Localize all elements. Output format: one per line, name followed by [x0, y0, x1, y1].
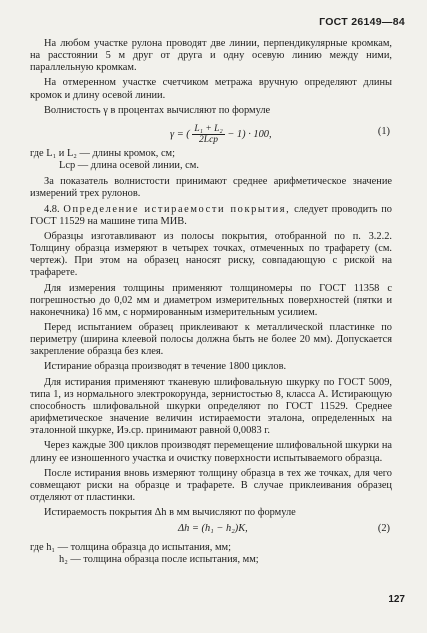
- page-header: ГОСТ 26149—84: [319, 16, 405, 28]
- paragraph: Волнистость γ в процентах вычисляют по формуле: [44, 104, 271, 116]
- paragraph: Образцы изготавливают из полосы покрытия, отобранной по п. 3.2.2. Толщину образца измеряют в четырех точках, отмеченных по трафарету (см. чертеж). При этом на образец наносят риску, совпадающую с риской на трафарете.: [30, 230, 392, 279]
- paragraph: Через каждые 300 циклов производят перемещение шлифовальной шкурки на длину ее изношенного участка и очистку поверхности испытываемого образца.: [30, 440, 392, 464]
- definition: Lср — длина осевой линии, см.: [59, 160, 199, 172]
- formula-1-fraction: [192, 124, 224, 145]
- formula-1-numerator: L₁ + L₂: [194, 123, 223, 134]
- definition: h₂ — толщина образца после испытания, мм;: [59, 554, 259, 566]
- formula-1: [30, 120, 392, 144]
- definition: где L₁ и L₂ — длины кромок, см;: [30, 147, 176, 159]
- formula-2: [30, 522, 392, 538]
- formula-1-number: (1): [377, 125, 390, 137]
- formula-1-expression: [170, 124, 272, 145]
- formula-1-rhs: − 1) · 100,: [227, 128, 272, 140]
- definition: где h₁ — толщина образца до испытания, мм;: [30, 542, 231, 554]
- paragraph: Перед испытанием образец приклеивают к металлической пластинке по периметру (ширина клеевой полосы должна быть не более 20 мм). Допускается закрепление образца без клея.: [30, 321, 392, 358]
- formula-2-number: (2): [377, 523, 390, 535]
- section-text: следует проводить по ГОСТ 11529 на машине типа МИВ.: [30, 203, 392, 227]
- section-title: Определение истираемости покрытия,: [63, 203, 291, 215]
- paragraph: На любом участке рулона проводят две линии, перпендикулярные кромкам, на расстоянии 5 м друг от друга и одну осевую линию между ними, параллельную кромкам.: [30, 38, 392, 74]
- body-text: [30, 38, 392, 571]
- paragraph: Для измерения толщины применяют толщиномеры по ГОСТ 11358 с погрешностью до 0,02 мм и диаметром измерительных поверхностей (пятки и наконечника) 16 мм, с нормированным измерительным усилием.: [30, 282, 392, 318]
- formula-1-denominator: 2Lср: [199, 134, 219, 145]
- paragraph: На отмеренном участке счетчиком метража вручную определяют длины кромок и длину осевой линии.: [30, 77, 392, 101]
- formula-2-expression: Δh = (h₁ − h₂)K,: [178, 523, 248, 535]
- page-number: 127: [388, 594, 405, 605]
- paragraph: Истирание образца производят в течение 1800 циклов.: [44, 361, 287, 373]
- section-number: 4.8.: [44, 203, 60, 215]
- formula-1-lhs: γ = (: [170, 128, 190, 140]
- paragraph: Истираемость покрытия Δh в мм вычисляют по формуле: [44, 507, 296, 519]
- paragraph: После истирания вновь измеряют толщину образца в тех же точках, для чего совмещают риски на образце и трафарете. В случае приклеивания образец отделяют от пластинки.: [30, 467, 392, 503]
- paragraph: За показатель волнистости принимают среднее арифметическое значение измерений трех рулонов.: [30, 176, 392, 200]
- section-paragraph: [30, 204, 392, 228]
- paragraph: Для истирания применяют тканевую шлифовальную шкурку по ГОСТ 5009, типа 1, из нормального электрокорунда, зернистостью 8, класса А. Истирающую способность шлифовальной шкурки определяют по ГОСТ 11529. Среднее арифметическое значение величин истираемости эталона, определенных на эталонной шкурке, Иэ.ср. принимают равной 0,0083 г.: [30, 376, 392, 437]
